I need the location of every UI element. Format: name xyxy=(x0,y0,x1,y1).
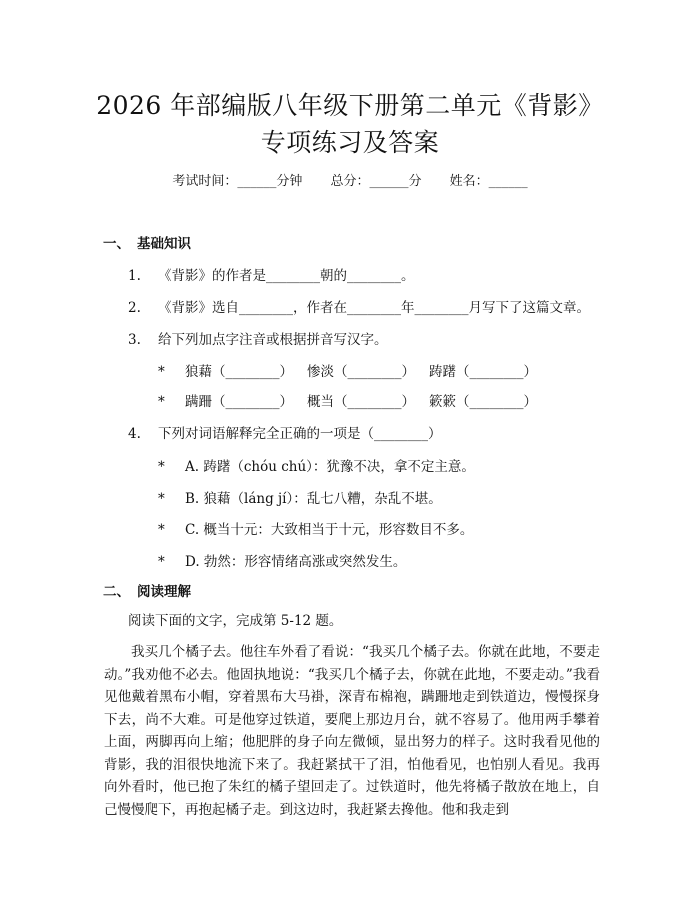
question-text: 《背影》选自________，作者在________年________月写下了这篇文章。 xyxy=(158,300,590,316)
exam-score-field[interactable]: 总分：______分 xyxy=(330,174,422,189)
question-number: 1. xyxy=(128,268,141,284)
word-blank[interactable]: 狼藉（________） xyxy=(185,364,293,380)
section-title: 基础知识 xyxy=(137,236,191,252)
bullet-icon: * xyxy=(158,394,165,410)
word-blank[interactable]: 蹒跚（________） xyxy=(185,394,293,410)
document-subtitle: 专项练习及答案 xyxy=(260,128,440,157)
question-text: 《背影》的作者是________朝的________。 xyxy=(158,268,415,284)
word-row-1 xyxy=(158,360,551,380)
question-number: 2. xyxy=(128,300,141,316)
word-blank[interactable]: 概当（________） xyxy=(307,394,415,410)
option-text: D. 勃然：形容情绪高涨或突然发生。 xyxy=(185,554,407,570)
exam-name-field[interactable]: 姓名：______ xyxy=(449,174,528,189)
word-blank[interactable]: 惨淡（________） xyxy=(307,364,415,380)
option-text: B. 狼藉（láng jí）：乱七八糟，杂乱不堪。 xyxy=(185,491,442,507)
option-text: C. 概当十元：大致相当于十元，形容数目不多。 xyxy=(185,522,474,538)
bullet-icon: * xyxy=(158,459,165,475)
question-2 xyxy=(128,296,590,316)
option-a[interactable] xyxy=(158,455,475,475)
word-blank[interactable]: 簌簌（________） xyxy=(429,394,537,410)
question-number: 3. xyxy=(128,332,141,348)
section-heading-reading xyxy=(103,580,191,600)
section-number: 一、 xyxy=(103,236,130,252)
question-number: 4. xyxy=(128,426,141,442)
option-c[interactable] xyxy=(158,518,473,538)
question-text: 下列对词语解释完全正确的一项是（________） xyxy=(158,426,442,442)
option-b[interactable] xyxy=(158,487,442,507)
bullet-icon: * xyxy=(158,522,165,538)
section-number: 二、 xyxy=(103,584,130,600)
question-text: 给下列加点字注音或根据拼音写汉字。 xyxy=(158,332,388,348)
exam-info-line xyxy=(0,170,700,189)
bullet-icon: * xyxy=(158,491,165,507)
document-title: 2026 年部编版八年级下册第二单元《背影》 xyxy=(96,91,604,120)
bullet-icon: * xyxy=(158,364,165,380)
word-row-2 xyxy=(158,390,551,410)
exam-time-field[interactable]: 考试时间：______分钟 xyxy=(172,174,303,189)
option-text: A. 踌躇（chóu chú）：犹豫不决，拿不定主意。 xyxy=(185,459,475,475)
reading-passage: 我买几个橘子去。他往车外看了看说：“我买几个橘子去。你就在此地，不要走动。”我劝他不必去。他固执地说：“我买几个橘子去，你就在此地，不要走动。”我看见他戴着黑布小帽，穿着黑布大马褂，深青布棉袍，蹒跚地走到铁道边，慢慢探身下去，尚不大难。可是他穿过铁道，要爬上那边月台，就不容易了。他用两手攀着上面，两脚再向上缩；他肥胖的身子向左微倾，显出努力的样子。这时我看见他的背影，我的泪很快地流下来了。我赶紧拭干了泪，怕他看见，也怕别人看见。我再向外看时，他已抱了朱红的橘子望回走了。过铁道时，他先将橘子散放在地上，自己慢慢爬下，再抱起橘子走。到这边时，我赶紧去搀他。他和我走到 xyxy=(104,644,600,818)
reading-instruction: 阅读下面的文字，完成第 5-12 题。 xyxy=(128,613,343,629)
section-title: 阅读理解 xyxy=(137,584,191,600)
question-1 xyxy=(128,264,415,284)
question-4 xyxy=(128,422,442,442)
question-3 xyxy=(128,328,388,348)
word-blank[interactable]: 踌躇（________） xyxy=(429,364,537,380)
option-d[interactable] xyxy=(158,550,406,570)
bullet-icon: * xyxy=(158,554,165,570)
section-heading-basic xyxy=(103,232,191,252)
